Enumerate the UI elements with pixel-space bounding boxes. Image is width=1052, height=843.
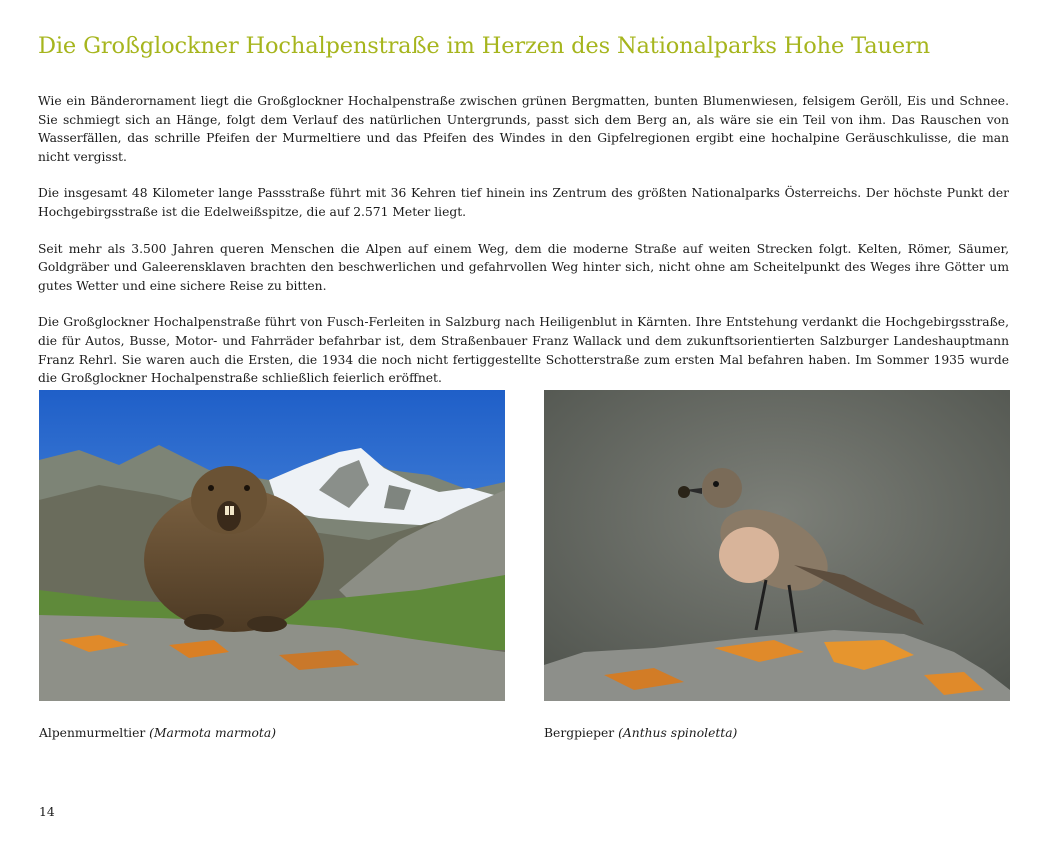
caption-common-name: Bergpieper	[544, 726, 619, 740]
page-title: Die Großglockner Hochalpenstraße im Herzen des Nationalparks Hohe Tauern	[38, 33, 930, 59]
paragraph: Wie ein Bänderornament liegt die Großglockner Hochalpenstraße zwischen grünen Bergmatten, bunten Blumenwiesen, felsigem Geröll, Eis und Schnee. Sie schmiegt sich an Hänge, folgt dem Verlauf des natürlichen Untergrunds, passt sich dem Berg an, als wäre sie ein Teil von ihm. Das Rauschen von Wasserfällen, das schrille Pfeifen der Murmeltiere und das Pfeifen des Windes in den Gipfelregionen ergibt eine hochalpine Geräuschkulisse, die man nicht vergisst.	[38, 94, 1009, 164]
caption-latin-name: (Marmota marmota)	[149, 726, 277, 740]
marmot-caption	[39, 726, 276, 740]
pipit-caption	[544, 726, 737, 740]
pipit-photo	[544, 390, 1010, 701]
paragraph: Seit mehr als 3.500 Jahren queren Menschen die Alpen auf einem Weg, dem die moderne Straße auf weiten Strecken folgt. Kelten, Römer, Säumer, Goldgräber und Galeerensklaven brachten den beschwerlichen und gefahrvollen Weg hinter sich, nicht ohne am Scheitelpunkt des Weges ihre Götter um gutes Wetter und eine sichere Reise zu bitten.	[38, 241, 1009, 293]
marmot-photo	[39, 390, 505, 701]
caption-latin-name: (Anthus spinoletta)	[618, 726, 738, 740]
paragraph: Die insgesamt 48 Kilometer lange Passstraße führt mit 36 Kehren tief hinein ins Zentrum des größten Nationalparks Österreichs. Der höchste Punkt der Hochgebirgsstraße ist die Edelweißspitze, die auf 2.571 Meter liegt.	[38, 186, 1009, 219]
article-body	[38, 92, 1009, 406]
paragraph: Die Großglockner Hochalpenstraße führt von Fusch-Ferleiten in Salzburg nach Heiligenblut in Kärnten. Ihre Entstehung verdankt die Hochgebirgsstraße, die für Autos, Busse, Motor- und Fahrräder befahrbar ist, dem Straßenbauer Franz Wallack und dem zukunftsorientierten Salzburger Landeshauptmann Franz Rehrl. Sie waren auch die Ersten, die 1934 die noch nicht fertiggestellte Schotterstraße zum ersten Mal befahren haben. Im Sommer 1935 wurde die Großglockner Hochalpenstraße schließlich feierlich eröffnet.	[38, 315, 1009, 386]
caption-common-name: Alpenmurmeltier	[39, 726, 150, 740]
page-number: 14	[39, 805, 55, 819]
